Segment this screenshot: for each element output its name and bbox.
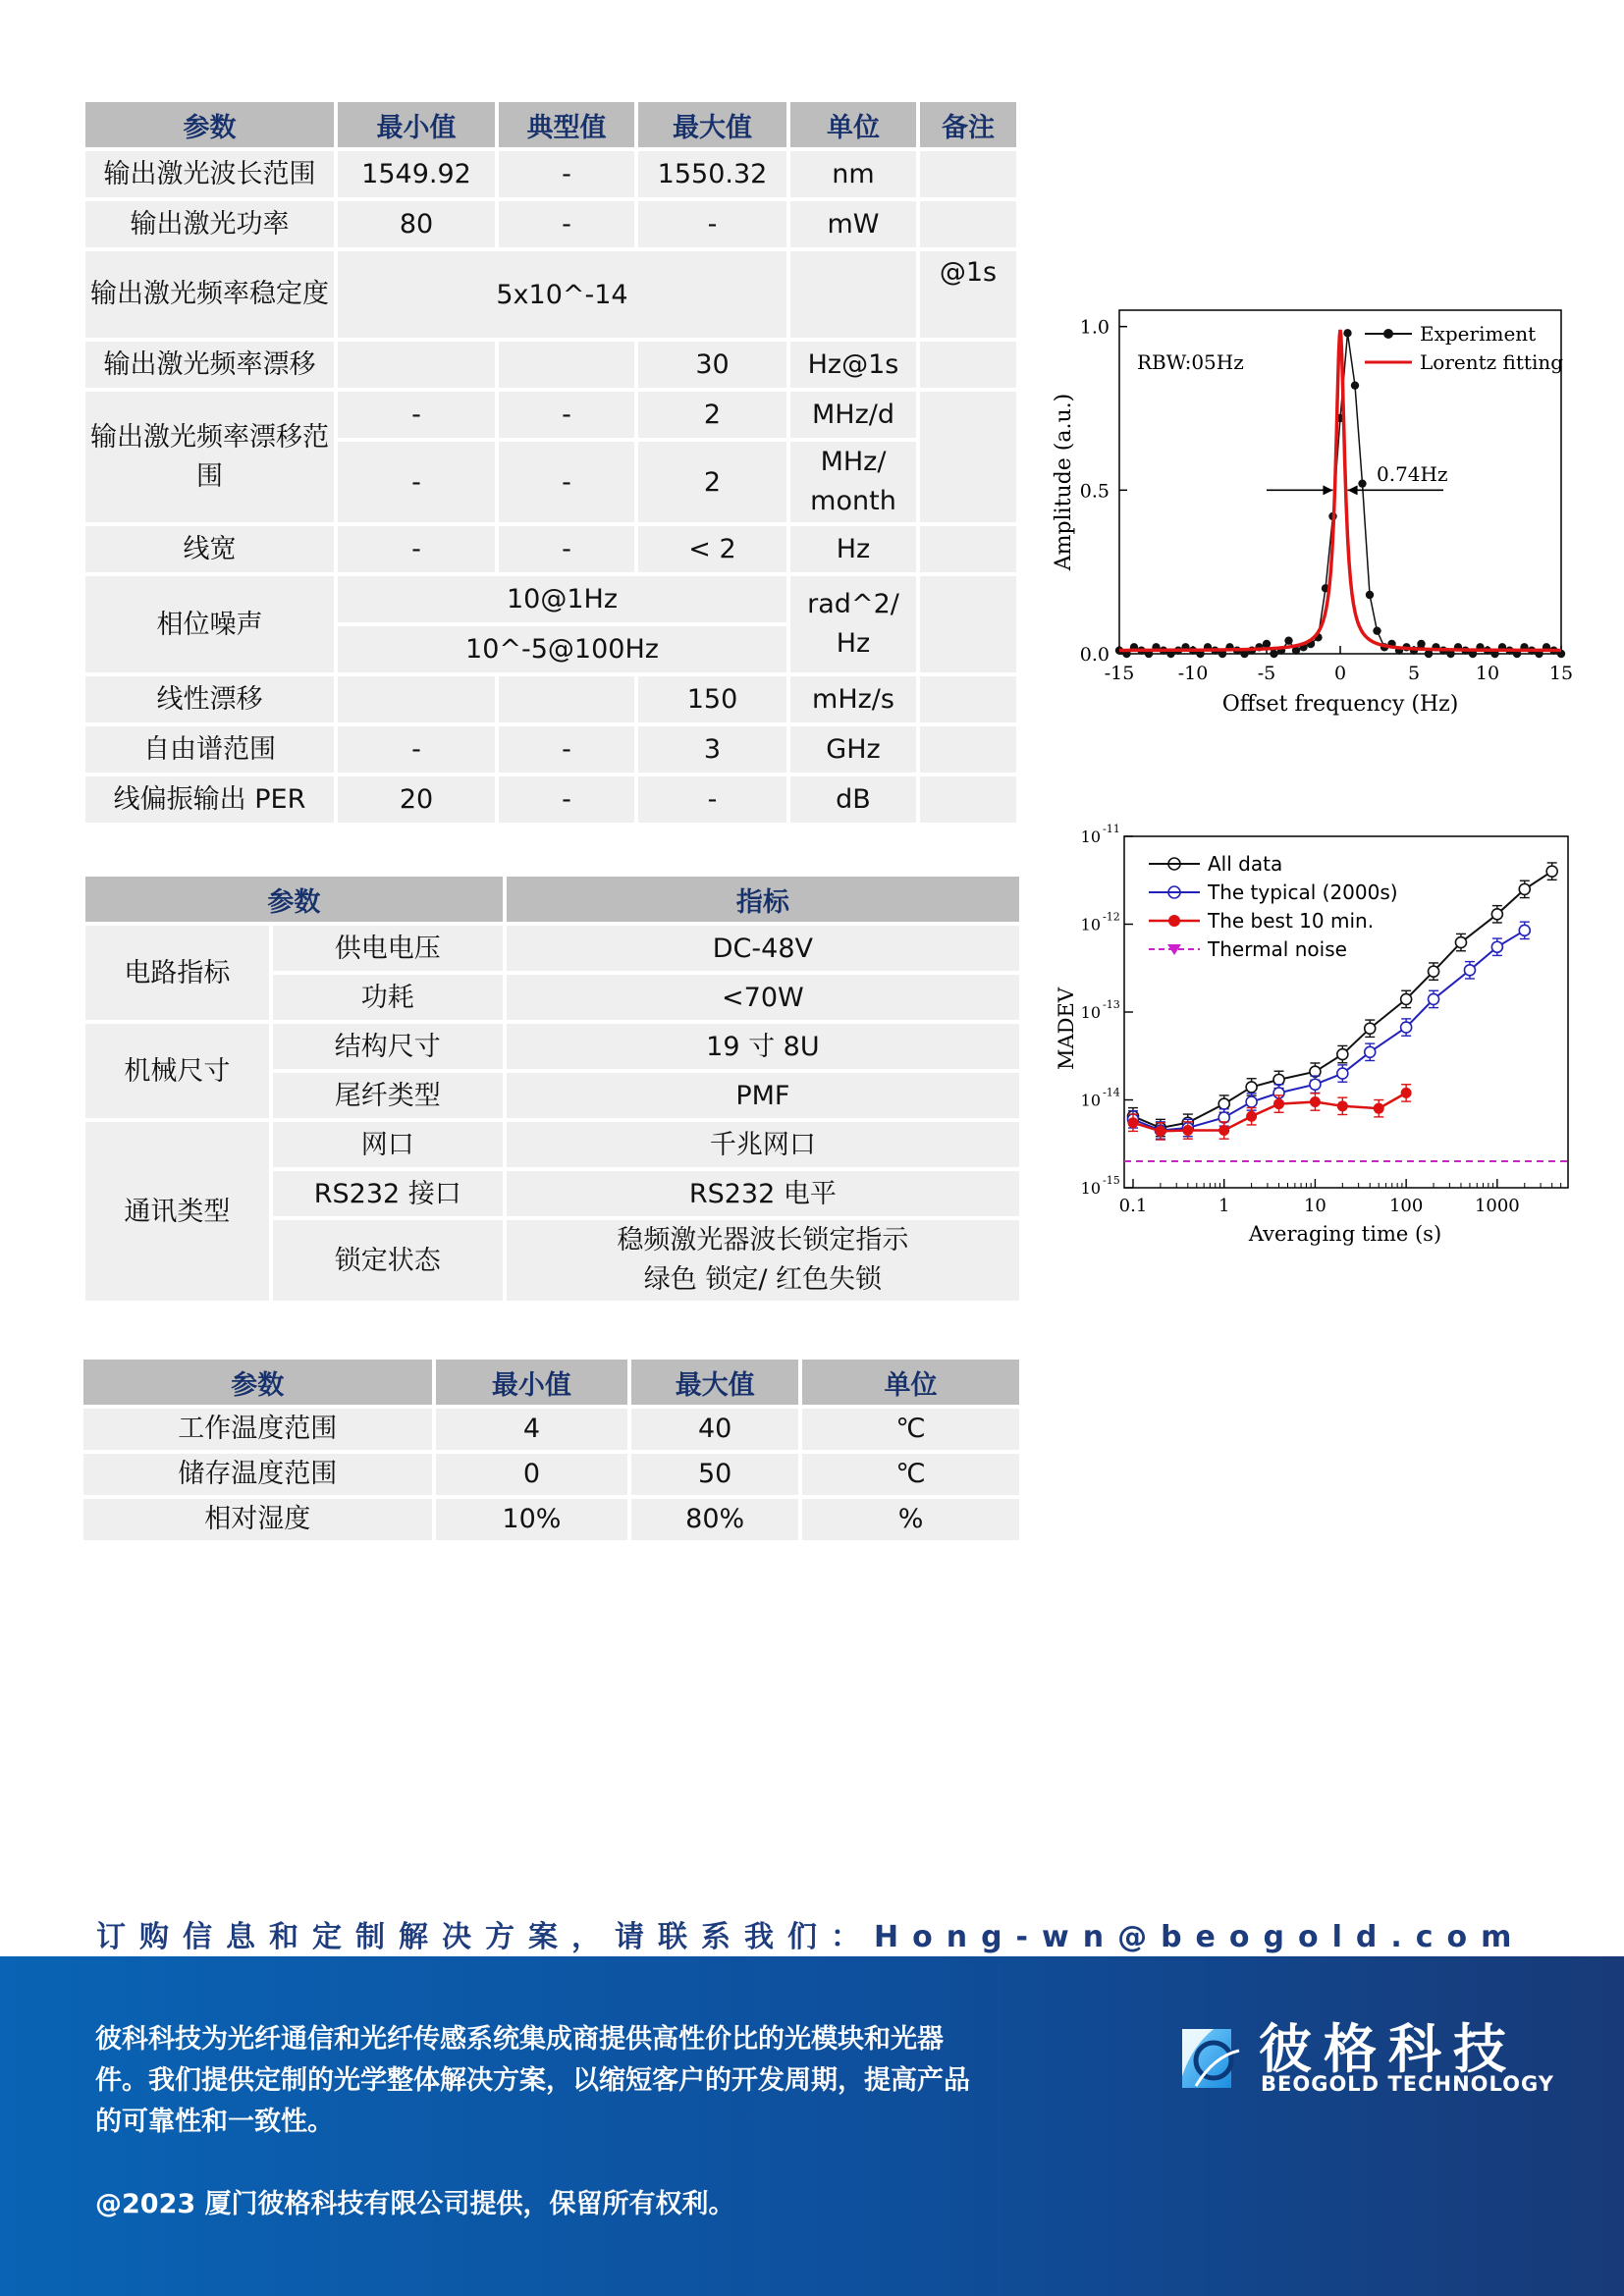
legend-marker-best [1168,915,1180,927]
table-row [83,1409,1019,1450]
madev-point [1365,1023,1376,1034]
table-row [83,1454,1019,1495]
param-cell: 线偏振输出 PER [85,776,334,823]
key-cell: 网口 [273,1122,503,1167]
note-cell [920,342,1016,388]
value-cell: RS232 电平 [507,1171,1019,1216]
madev-point [1546,866,1557,877]
unit-cell: mHz/s [790,676,916,722]
y-tick-exponent: -12 [1103,910,1120,924]
hardware-table [81,873,1023,1305]
typ-cell: - [499,442,634,522]
madev-point [1519,925,1530,935]
unit-cell: % [802,1499,1019,1540]
min-cell: 4 [436,1409,628,1450]
param-cell: 线宽 [85,526,334,572]
param-cell: 相对湿度 [83,1499,432,1540]
x-tick-label: 10 [1303,1196,1326,1216]
madev-point [1401,993,1412,1004]
madev-point [1401,1022,1412,1033]
min-cell: 80 [338,201,495,247]
unit-cell: ℃ [802,1409,1019,1450]
madev-point [1519,883,1530,894]
spectrum-chart [1041,294,1591,726]
spectrum-y-label: Amplitude (a.u.) [1052,393,1076,571]
typ-cell: - [499,392,634,438]
x-tick-label: 0.1 [1118,1196,1148,1216]
typ-cell: - [499,526,634,572]
spec-header-row [85,102,1016,147]
table-row [85,251,1016,338]
hw-header-row [85,877,1019,922]
madev-point [1246,1082,1257,1093]
unit-cell: mW [790,201,916,247]
param-cell: 自由谱范围 [85,726,334,773]
col-unit: 单位 [802,1360,1019,1405]
legend-label-typical: The typical (2000s) [1208,881,1398,904]
madev-point [1127,1117,1138,1128]
env-header-row [83,1360,1019,1405]
value-cell: 10^-5@100Hz [338,626,786,672]
group-cell: 通讯类型 [85,1122,269,1301]
madev-chart [1051,823,1581,1255]
x-tick-label: -10 [1177,663,1209,684]
group-cell: 电路指标 [85,926,269,1020]
note-cell [920,726,1016,773]
madev-point [1429,966,1439,977]
table-row [85,776,1016,823]
param-cell: 输出激光频率漂移范围 [85,392,334,522]
unit-cell: MHz/ month [790,442,916,522]
madev-point [1246,1096,1257,1107]
experiment-point [1366,591,1374,599]
table-row [85,201,1016,247]
max-cell: < 2 [638,526,786,572]
lock-indicator-line1: 稳频激光器波长锁定指示 [617,1225,909,1255]
unit-cell: nm [790,151,916,197]
param-cell: 输出激光功率 [85,201,334,247]
note-cell [920,201,1016,247]
madev-point [1273,1098,1284,1109]
param-cell: 储存温度范围 [83,1454,432,1495]
madev-point [1337,1068,1348,1079]
table-row [85,392,1016,438]
table-row [85,576,1016,622]
value-cell [507,1220,1019,1301]
min-cell: - [338,726,495,773]
min-cell: - [338,392,495,438]
y-tick-exponent: -14 [1103,1086,1120,1099]
experiment-point [1358,479,1366,487]
max-cell: 40 [631,1409,798,1450]
typ-cell [499,676,634,722]
spec-table [81,98,1020,827]
madev-point [1374,1103,1384,1114]
madev-y-label: MADEV [1055,988,1078,1070]
madev-point [1429,993,1439,1004]
fwhm-annotation: 0.74Hz [1377,462,1448,486]
key-cell: RS232 接口 [273,1171,503,1216]
madev-point [1491,909,1502,920]
unit-cell: MHz/d [790,392,916,438]
experiment-point [1343,329,1351,337]
unit-cell: ℃ [802,1454,1019,1495]
max-cell: 30 [638,342,786,388]
value-cell: 19 寸 8U [507,1024,1019,1069]
x-tick-label: 1000 [1474,1196,1520,1216]
unit-cell: Hz [790,526,916,572]
table-row [85,342,1016,388]
col-max: 最大值 [638,102,786,147]
min-cell: 20 [338,776,495,823]
experiment-point [1351,381,1359,389]
min-cell: 10% [436,1499,628,1540]
value-cell: <70W [507,975,1019,1020]
madev-point [1365,1046,1376,1057]
note-cell [920,151,1016,197]
value-cell: 千兆网口 [507,1122,1019,1167]
min-cell: - [338,442,495,522]
key-cell: 供电电压 [273,926,503,971]
y-tick-exponent: -13 [1103,998,1120,1011]
madev-point [1246,1111,1257,1122]
y-tick-label: 10 [1080,1179,1101,1198]
param-cell: 相位噪声 [85,576,334,672]
col-typ: 典型值 [499,102,634,147]
madev-point [1337,1100,1348,1111]
min-cell: - [338,526,495,572]
company-description: 彼科科技为光纤通信和光纤传感系统集成商提供高性价比的光模块和光器件。我们提供定制的光学整体解决方案，以缩短客户的开发周期，提高产品的可靠性和一致性。 [95,2024,970,2137]
col-note: 备注 [920,102,1016,147]
spectrum-x-label: Offset frequency (Hz) [1221,692,1459,717]
copyright: @2023 厦门彼格科技有限公司提供，保留所有权利。 [95,2189,735,2219]
value-cell: PMF [507,1073,1019,1118]
max-cell: 150 [638,676,786,722]
typ-cell [499,342,634,388]
note-cell [920,776,1016,823]
table-row [85,926,1019,971]
col-param: 参数 [85,102,334,147]
experiment-point [1284,636,1292,644]
unit-cell: Hz@1s [790,342,916,388]
madev-point [1310,1096,1321,1107]
key-cell: 结构尺寸 [273,1024,503,1069]
max-cell: 1550.32 [638,151,786,197]
logo-icon [1174,2017,1243,2096]
brand-name-cn: 彼格科技 [1259,2018,1518,2080]
col-unit: 单位 [790,102,916,147]
x-tick-label: 5 [1407,663,1421,684]
typ-cell: - [499,201,634,247]
y-tick-label: 0.0 [1079,644,1110,666]
value-cell: 10@1Hz [338,576,786,622]
value-cell: DC-48V [507,926,1019,971]
x-tick-label: 0 [1333,663,1347,684]
table-row [83,1499,1019,1540]
legend-label-lorentz: Lorentz fitting [1420,350,1564,374]
group-cell: 机械尺寸 [85,1024,269,1118]
x-tick-label: -15 [1104,663,1135,684]
col-max: 最大值 [631,1360,798,1405]
company-logo [1174,2013,1554,2102]
param-cell: 线性漂移 [85,676,334,722]
footer [0,1956,1624,2296]
table-row [85,1122,1019,1167]
table-row [85,676,1016,722]
legend-label-experiment: Experiment [1420,322,1537,346]
col-param: 参数 [85,877,503,922]
legend-label-all: All data [1208,852,1283,876]
max-cell: 2 [638,442,786,522]
madev-point [1273,1074,1284,1085]
madev-point [1401,1088,1412,1098]
table-row [85,151,1016,197]
unit-cell [790,251,916,338]
span-value-cell: 5x10^-14 [338,251,786,338]
unit-cell: rad^2/ Hz [790,576,916,672]
y-tick-label: 10 [1080,1003,1101,1022]
max-cell: 80% [631,1499,798,1540]
madev-point [1182,1125,1193,1136]
typ-cell: - [499,151,634,197]
key-cell: 功耗 [273,975,503,1020]
legend-label-thermal: Thermal noise [1208,937,1347,961]
x-tick-label: 15 [1548,663,1574,684]
x-tick-label: 100 [1388,1196,1424,1216]
madev-point [1218,1125,1229,1136]
madev-x-label: Averaging time (s) [1248,1222,1442,1246]
unit-cell: GHz [790,726,916,773]
madev-point [1218,1098,1229,1109]
table-row [85,1024,1019,1069]
min-cell: 0 [436,1454,628,1495]
y-tick-exponent: -11 [1103,823,1120,835]
y-tick-label: 1.0 [1079,316,1110,339]
note-cell [920,392,1016,522]
x-tick-label: 10 [1475,663,1500,684]
experiment-point [1373,626,1380,634]
col-param: 参数 [83,1360,432,1405]
experiment-point [1263,640,1271,648]
min-cell [338,676,495,722]
param-cell: 输出激光频率稳定度 [85,251,334,338]
y-tick-label: 0.5 [1079,480,1110,503]
legend-label-best: The best 10 min. [1208,909,1375,933]
experiment-point [1270,650,1277,658]
x-tick-label: 1 [1218,1196,1230,1216]
madev-point [1310,1079,1321,1090]
unit-cell: dB [790,776,916,823]
table-row [85,726,1016,773]
param-cell: 输出激光频率漂移 [85,342,334,388]
min-cell [338,342,495,388]
y-tick-label: 10 [1080,828,1101,846]
note-cell [920,576,1016,672]
madev-point [1455,937,1466,948]
typ-cell: - [499,776,634,823]
note-cell: @1s [920,251,1016,338]
y-tick-label: 10 [1080,915,1101,934]
note-cell [920,676,1016,722]
y-tick-label: 10 [1080,1091,1101,1110]
experiment-point [1417,640,1425,648]
y-tick-exponent: -15 [1103,1174,1120,1187]
max-cell: 50 [631,1454,798,1495]
contact-line: 订购信息和定制解决方案，请联系我们：Hong-wn@beogold.com [96,1920,1526,1954]
max-cell: - [638,201,786,247]
key-cell: 尾纤类型 [273,1073,503,1118]
lock-indicator-line2: 绿色 锁定/ 红色失锁 [643,1264,883,1295]
x-tick-label: -5 [1257,663,1276,684]
param-cell: 工作温度范围 [83,1409,432,1450]
max-cell: 3 [638,726,786,773]
madev-point [1464,965,1475,976]
brand-name-en: BEOGOLD TECHNOLOGY [1261,2072,1554,2096]
max-cell: 2 [638,392,786,438]
madev-point [1155,1126,1165,1137]
environment-table [80,1356,1023,1544]
key-cell: 锁定状态 [273,1220,503,1301]
col-spec: 指标 [507,877,1019,922]
table-row [85,526,1016,572]
madev-point [1337,1049,1348,1060]
note-cell [920,526,1016,572]
madev-point [1491,941,1502,952]
col-min: 最小值 [338,102,495,147]
param-cell: 输出激光波长范围 [85,151,334,197]
min-cell: 1549.92 [338,151,495,197]
col-min: 最小值 [436,1360,628,1405]
typ-cell: - [499,726,634,773]
max-cell: - [638,776,786,823]
legend-marker-experiment [1383,329,1393,339]
rbw-annotation: RBW:05Hz [1137,350,1244,374]
